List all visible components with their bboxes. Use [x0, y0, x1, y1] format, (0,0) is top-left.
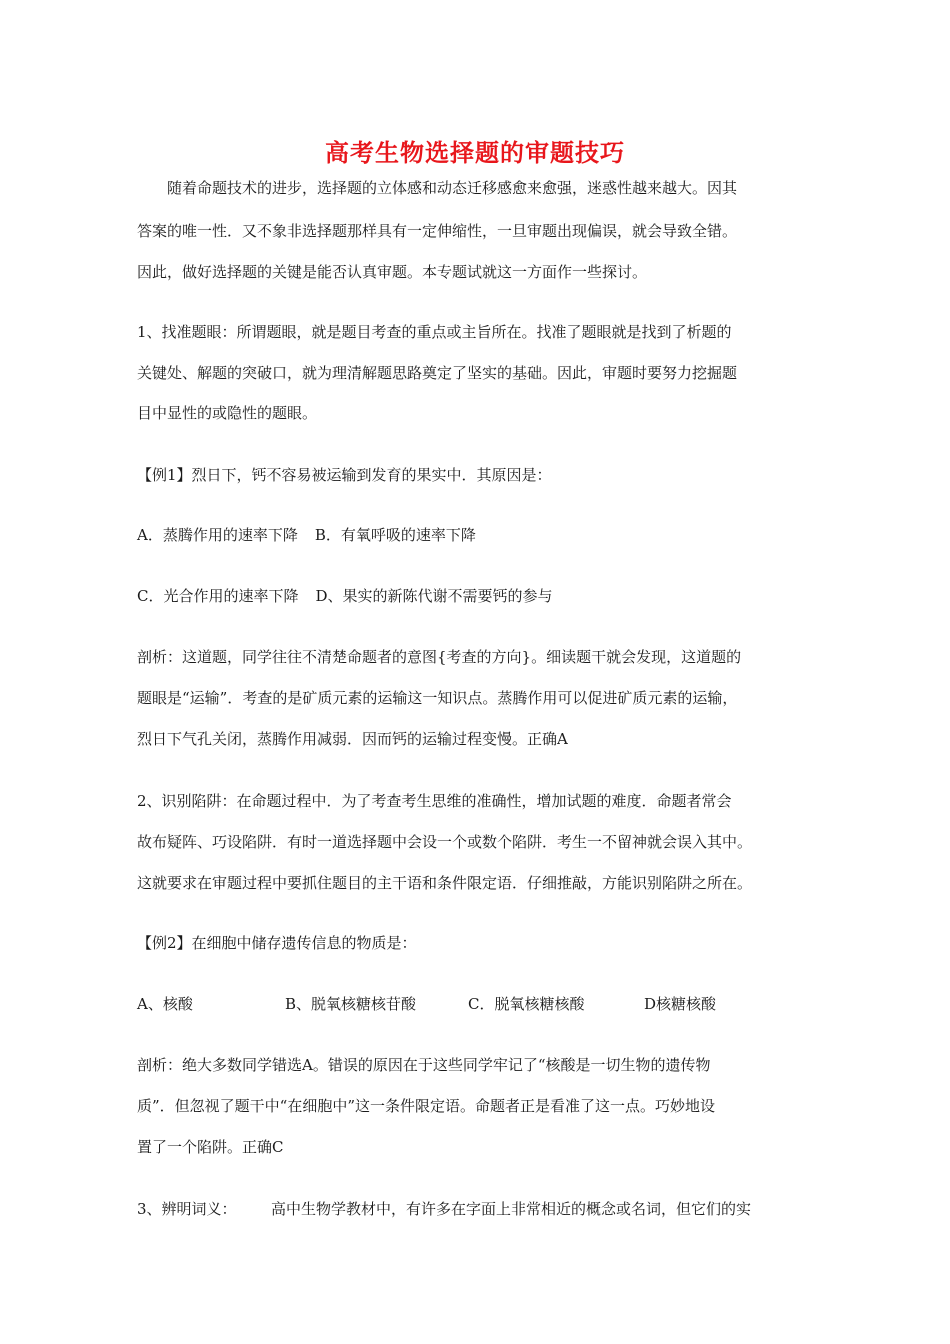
section2-line-3: 这就要求在审题过程中要抓住题目的主干语和条件限定语．仔细推敲，方能识别陷阱之所在。 — [137, 874, 753, 892]
example1-options-row-1 — [137, 525, 476, 545]
example2-question: 【例2】在细胞中储存遗传信息的物质是： — [137, 934, 417, 952]
intro-line-1: 随着命题技术的进步，选择题的立体感和动态迁移感愈来愈强，迷惑性越来越大。因其 — [167, 179, 738, 197]
example1-option-b: B．有氧呼吸的速率下降 — [314, 526, 476, 544]
example2-option-b: B、脱氧核糖核苷酸 — [285, 995, 417, 1013]
example1-analysis-line-2: 题眼是“运输”．考查的是矿质元素的运输这一知识点。蒸腾作用可以促进矿质元素的运输， — [137, 689, 738, 707]
section2-line-2: 故布疑阵、巧设陷阱．有时一道选择题中会设一个或数个陷阱．考生一不留神就会误入其中。 — [137, 833, 753, 851]
section3-heading: 3、辨明词义： — [137, 1200, 237, 1218]
example2-option-c: C．脱氧核糖核酸 — [468, 995, 585, 1013]
example1-analysis-line-1: 剖析：这道题，同学往往不清楚命题者的意图{考查的方向}。细读题干就会发现，这道题的 — [137, 648, 742, 666]
example2-options-row — [137, 994, 716, 1014]
example2-option-a: A、核酸 — [137, 995, 193, 1013]
example2-analysis-line-1: 剖析：绝大多数同学错选A。错误的原因在于这些同学牢记了“核酸是一切生物的遗传物 — [137, 1056, 711, 1074]
section1-line-3: 目中显性的或隐性的题眼。 — [137, 404, 318, 422]
intro-line-2: 答案的唯一性．又不象非选择题那样具有一定伸缩性，一旦审题出现偏误，就会导致全错。 — [137, 222, 738, 240]
section3-text: 高中生物学教材中，有许多在字面上非常相近的概念或名词，但它们的实 — [271, 1200, 752, 1218]
section1-line-1: 1、找准题眼：所谓题眼，就是题目考查的重点或主旨所在。找准了题眼就是找到了析题的 — [137, 323, 732, 341]
example1-option-a: A．蒸腾作用的速率下降 — [137, 526, 298, 544]
example1-analysis-line-3: 烈日下气孔关闭，蒸腾作用减弱．因而钙的运输过程变慢。正确A — [137, 730, 568, 748]
intro-line-3: 因此，做好选择题的关键是能否认真审题。本专题试就这一方面作一些探讨。 — [137, 263, 648, 281]
example1-question: 【例1】烈日下，钙不容易被运输到发育的果实中．其原因是： — [137, 466, 552, 484]
section2-line-1: 2、识别陷阱：在命题过程中．为了考查考生思维的准确性，增加试题的难度．命题者常会 — [137, 792, 732, 810]
section3-line-1 — [137, 1199, 751, 1219]
example2-analysis-line-3: 置了一个陷阱。正确C — [137, 1138, 284, 1156]
example2-option-d: D核糖核酸 — [644, 995, 717, 1013]
page-title: 高考生物选择题的审题技巧 — [325, 139, 625, 167]
example1-option-c: C．光合作用的速率下降 — [137, 587, 299, 605]
example1-options-row-2 — [137, 586, 553, 606]
example1-option-d: D、果实的新陈代谢不需要钙的参与 — [315, 587, 553, 605]
example2-analysis-line-2: 质”．但忽视了题干中“在细胞中”这一条件限定语。命题者正是看准了这一点。巧妙地设 — [137, 1097, 716, 1115]
section1-line-2: 关键处、解题的突破口，就为理清解题思路奠定了坚实的基础。因此，审题时要努力挖掘题 — [137, 364, 738, 382]
